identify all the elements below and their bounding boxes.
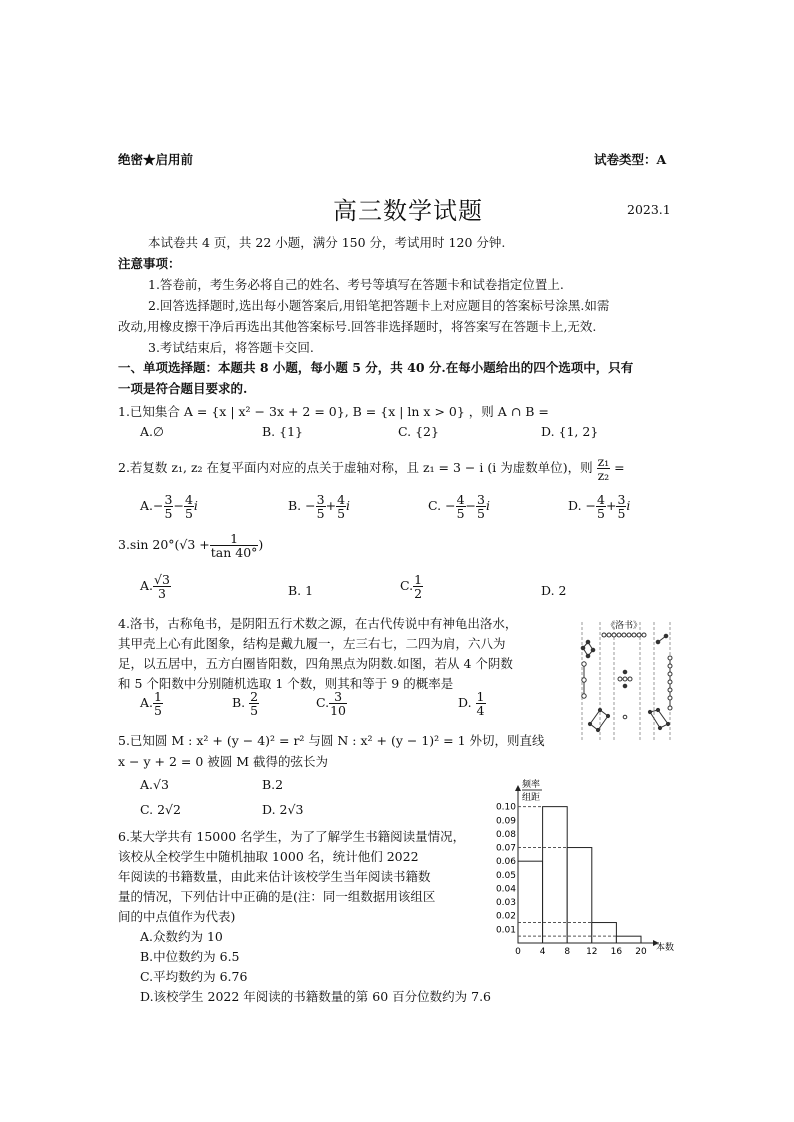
q3-a-den: 3 <box>158 586 166 602</box>
q3-fraction <box>210 532 259 559</box>
y-label-top: 频率 <box>522 780 541 790</box>
frequency-histogram <box>486 775 686 960</box>
q2-c-d2: 5 <box>477 506 485 522</box>
q4-d-num: 1 <box>476 689 485 704</box>
notes-heading: 注意事项： <box>118 256 181 271</box>
y-tick-label: 0.06 <box>495 857 516 868</box>
x-label: 本数 <box>656 943 675 953</box>
q3-option-a <box>140 573 171 600</box>
q2-a-frac2 <box>184 493 194 520</box>
q2-b-n2: 4 <box>337 492 346 507</box>
q6-line-3: 年阅读的书籍数量，由此来估计该校学生当年阅读书籍数 <box>118 869 431 884</box>
q4-line-2: 其甲壳上心有此图象，结构是戴九履一，左三右七，二四为肩，六八为 <box>118 636 506 651</box>
q2-stem-text: 2.若复数 z₁, z₂ 在复平面内对应的点关于虚轴对称，且 z₁ = 3 − i (i 为虚数单位)，则 <box>118 460 593 476</box>
q4-option-d <box>458 690 486 717</box>
y-tick-label: 0.08 <box>495 829 516 840</box>
q4-b-num: 2 <box>250 689 259 704</box>
q6-line-4: 量的情况，下列估计中正确的是(注：同一组数据用该组区 <box>118 889 436 904</box>
q2-b-frac1 <box>316 493 326 520</box>
q2-d-d1: 5 <box>597 506 605 522</box>
q2-d-op: + <box>605 498 617 514</box>
q5-option-a: A.√3 <box>140 777 169 792</box>
histogram-bar <box>518 861 543 943</box>
q2-option-a <box>140 493 198 520</box>
q3-a-label: A. <box>140 578 154 594</box>
q2-b-d2: 5 <box>337 506 346 522</box>
q5-option-b: B.2 <box>262 777 284 792</box>
q6-option-a: A.众数约为 10 <box>140 929 223 944</box>
q2-b-op: + <box>325 498 337 514</box>
q3-option-c <box>400 573 423 600</box>
q3-stem-b: ) <box>258 537 264 553</box>
histogram-bar <box>592 923 617 943</box>
q4-d-label: D. <box>458 695 472 711</box>
q6-line-1: 6.某大学共有 15000 名学生，为了了解学生书籍阅读量情况， <box>118 829 466 844</box>
note-1: 1.答卷前，考生务必将自己的姓名、考号等填写在答题卡和试卷指定位置上. <box>148 277 564 292</box>
luoshu-title: 《洛书》 <box>606 621 643 631</box>
y-tick-label: 0.02 <box>495 911 516 922</box>
q3-c-label: C. <box>400 578 414 594</box>
q2-frac-den: z₂ <box>597 468 610 484</box>
q2-c-n1: 4 <box>456 492 465 507</box>
q2-b-sign: − <box>305 498 316 514</box>
q2-c-i: i <box>485 498 490 514</box>
note-2-cont: 改动,用橡皮擦干净后再选出其他答案标号.回答非选择题时，将答案写在答题卡上,无效. <box>118 319 597 334</box>
q4-d-den: 4 <box>476 703 485 719</box>
secret-label: 绝密★启用前 <box>118 152 194 167</box>
x-tick-label: 8 <box>564 947 571 957</box>
q2-b-n1: 3 <box>316 492 325 507</box>
q2-a-op: − <box>173 498 184 514</box>
q1-option-d: D. {1, 2} <box>541 424 599 439</box>
q2-a-frac1 <box>164 493 174 520</box>
q2-a-label: A. <box>140 498 154 514</box>
q5-option-d: D. 2√3 <box>262 802 304 817</box>
q2-c-op: − <box>465 498 476 514</box>
q4-a-label: A. <box>140 695 154 711</box>
q2-stem <box>118 455 625 482</box>
histogram-bar <box>616 936 641 943</box>
q2-a-n2: 4 <box>184 492 193 507</box>
exam-date: 2023.1 <box>627 202 671 217</box>
x-tick-label: 4 <box>539 947 546 957</box>
q2-b-i: i <box>346 498 351 514</box>
q2-a-d1: 5 <box>164 506 173 522</box>
section-heading-cont: 一项是符合题目要求的. <box>118 381 248 396</box>
q3-stem-a: 3.sin 20°(√3 + <box>118 537 210 553</box>
q3-c-frac <box>413 573 423 600</box>
q3-a-frac <box>153 573 171 600</box>
q2-d-n1: 4 <box>597 492 605 507</box>
q2-d-sign: − <box>585 498 597 514</box>
luoshu-bottom-corners <box>588 708 669 731</box>
y-tick-label: 0.05 <box>495 870 516 881</box>
intro-text: 本试卷共 4 页，共 22 小题，满分 150 分，考试用时 120 分钟. <box>148 235 506 250</box>
q2-b-frac2 <box>336 493 346 520</box>
q1-option-c: C. {2} <box>398 424 439 439</box>
q4-c-den: 10 <box>330 703 346 719</box>
y-tick-label: 0.01 <box>495 925 516 936</box>
q2-frac-num: z₁ <box>597 454 610 469</box>
q2-c-frac1 <box>456 493 466 520</box>
y-tick-label: 0.03 <box>495 898 516 909</box>
q3-option-b: B. 1 <box>288 583 314 598</box>
q2-b-label: B. <box>288 498 302 514</box>
q4-c-num: 3 <box>329 690 347 704</box>
q3-c-num: 1 <box>414 572 423 587</box>
q5-line-2: x − y + 2 = 0 被圆 M 截得的弦长为 <box>118 754 328 769</box>
q2-option-c <box>428 493 490 520</box>
y-axis-arrow <box>515 785 521 791</box>
q4-a-frac <box>153 690 163 717</box>
q6-line-2: 该校从全校学生中随机抽取 1000 名，统计他们 2022 <box>118 849 419 864</box>
luoshu-figure <box>570 612 680 742</box>
q4-b-den: 5 <box>250 703 259 719</box>
q4-option-b <box>232 690 259 717</box>
q3-option-d: D. 2 <box>541 583 567 598</box>
q4-line-1: 4.洛书，古称龟书，是阴阳五行术数之源，在古代传说中有神龟出洛水， <box>118 616 518 631</box>
q4-b-label: B. <box>232 695 246 711</box>
y-tick-label: 0.10 <box>495 802 516 813</box>
q2-c-n2: 3 <box>477 492 485 507</box>
q2-option-b <box>288 493 350 520</box>
y-label-bottom: 组距 <box>522 793 541 803</box>
section-heading: 一、单项选择题：本题共 8 小题，每小题 5 分，共 40 分.在每小题给出的四个选项中，只有 <box>118 360 634 375</box>
q3-stem <box>118 532 263 559</box>
luoshu-top-nine <box>602 633 646 637</box>
luoshu-right-seven <box>668 656 672 710</box>
q2-fraction <box>597 455 611 482</box>
x-tick-label: 12 <box>586 947 598 957</box>
q2-d-frac1 <box>596 493 606 520</box>
q2-d-label: D. <box>568 498 582 514</box>
q1-option-a: A.∅ <box>140 424 164 439</box>
q3-frac-den: tan 40° <box>210 545 258 561</box>
q6-option-d: D.该校学生 2022 年阅读的书籍数量的第 60 百分位数约为 7.6 <box>140 989 492 1004</box>
q4-line-3: 足，以五居中，五方白圈皆阳数，四角黑点为阴数.如图，若从 4 个阴数 <box>118 656 513 671</box>
q4-a-num: 1 <box>154 689 162 704</box>
q5-option-c: C. 2√2 <box>140 802 181 817</box>
q2-eq: = <box>614 460 625 476</box>
q1-stem: 1.已知集合 A = {x | x² − 3x + 2 = 0}, B = {x | ln x > 0} ，则 A ∩ B = <box>118 404 549 419</box>
q2-c-sign: − <box>445 498 456 514</box>
q3-c-den: 2 <box>414 586 423 602</box>
q2-d-i: i <box>626 498 631 514</box>
q2-a-i: i <box>193 498 198 514</box>
q2-c-label: C. <box>428 498 442 514</box>
q2-a-n1: 3 <box>164 492 173 507</box>
q3-a-num: √3 <box>154 572 170 587</box>
x-tick-label: 0 <box>515 947 521 957</box>
q2-a-sign: − <box>153 498 164 514</box>
q1-option-b: B. {1} <box>262 424 303 439</box>
q2-option-d <box>568 493 630 520</box>
page-title: 高三数学试题 <box>333 197 483 225</box>
q5-line-1: 5.已知圆 M : x² + (y − 4)² = r² 与圆 N : x² + (y − 1)² = 1 外切，则直线 <box>118 733 545 748</box>
x-tick-label: 20 <box>635 947 647 957</box>
q2-d-n2: 3 <box>617 492 626 507</box>
luoshu-black-dots <box>581 634 668 719</box>
y-tick-label: 0.07 <box>495 843 516 854</box>
q3-frac-num: 1 <box>210 532 259 546</box>
q4-b-frac <box>249 690 259 717</box>
y-tick-label: 0.04 <box>495 884 516 895</box>
luoshu-center-five <box>618 670 632 688</box>
y-tick-label: 0.09 <box>495 816 516 827</box>
q4-option-c <box>316 690 347 717</box>
q4-c-frac <box>329 690 347 717</box>
paper-type: 试卷类型：A <box>594 152 667 167</box>
q2-a-d2: 5 <box>184 506 193 522</box>
q4-d-frac <box>476 690 486 717</box>
x-tick-label: 16 <box>610 947 623 957</box>
q6-option-b: B.中位数约为 6.5 <box>140 949 240 964</box>
q4-a-den: 5 <box>154 703 162 719</box>
q6-option-c: C.平均数约为 6.76 <box>140 969 248 984</box>
q4-line-4: 和 5 个阳数中分别随机选取 1 个数，则其和等于 9 的概率是 <box>118 676 454 691</box>
note-2: 2.回答选择题时,选出每小题答案后,用铅笔把答题卡上对应题目的答案标号涂黑.如需 <box>148 298 610 313</box>
q2-b-d1: 5 <box>316 506 325 522</box>
q4-option-a <box>140 690 163 717</box>
note-3: 3.考试结束后，将答题卡交回. <box>148 340 314 355</box>
histogram-bar <box>567 848 592 943</box>
q2-c-frac2 <box>476 493 486 520</box>
q6-line-5: 间的中点值作为代表) <box>118 909 236 924</box>
q2-d-frac2 <box>616 493 626 520</box>
q2-c-d1: 5 <box>456 506 465 522</box>
q4-c-label: C. <box>316 695 330 711</box>
q2-d-d2: 5 <box>617 506 626 522</box>
